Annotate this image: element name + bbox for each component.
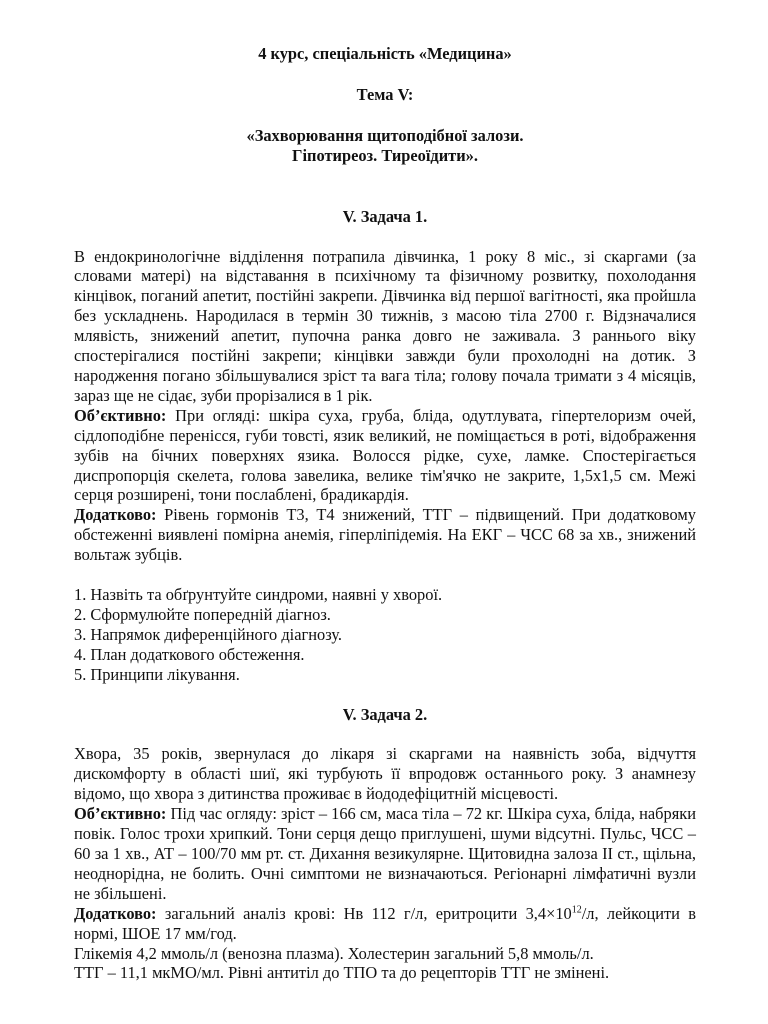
task2-additional-label: Додатково: <box>74 903 157 923</box>
task2-tsh: ТТГ – 11,1 мкМО/мл. Рівні антитіл до ТПО та до рецепторів ТТГ не змінені. <box>74 963 610 983</box>
task2-glycemia: Глікемія 4,2 ммоль/л (венозна плазма). Холестерин загальний 5,8 ммоль/л. <box>74 943 594 963</box>
subject-line-1: «Захворювання щитоподібної залози. <box>246 125 524 145</box>
task1-objective <box>74 406 696 506</box>
task1-additional-label: Додатково: <box>74 505 157 525</box>
topic-heading: Тема V: <box>356 84 414 104</box>
task2-objective-text: Під час огляду: зріст – 166 см, маса тіла – 72 кг. Шкіра суха, бліда, набряки повік. Голос трохи хрипкий. Тони серця дещо приглушені, шуми відсутні. Пульс, ЧСС – 60 за 1 хв., АТ – 100/70 мм рт. ст. Дихання везикулярне. Щитовидна залоза ІІ ст., щільна, неоднорідна, не болить. Очні симптоми не визначаються. Регіонарні лімфатичні вузли не збільшені. <box>74 804 696 903</box>
task2-title: V. Задача 2. <box>342 704 428 724</box>
subject-line-2: Гіпотиреоз. Тиреоїдити». <box>292 145 478 165</box>
question-item: 2. Сформулюйте попередній діагноз. <box>74 604 331 624</box>
task1-questions <box>74 585 696 685</box>
exponent: 12 <box>571 904 582 916</box>
task1-title: V. Задача 1. <box>342 206 428 226</box>
task2-anamnesis: Хвора, 35 років, звернулася до лікаря зі скаргами на наявність зоба, відчуття дискомфорту в області шиї, які турбують її впродовж останнього року. З анамнезу відомо, що хвора з дитинства проживає в йододефіцитній місцевості. <box>74 744 696 804</box>
task2-additional-text-post: /л, лейкоцити в нормі, ШОЕ 17 мм/год. <box>74 903 697 943</box>
task1-additional-text: Рівень гормонів Т3, Т4 знижений, ТТГ – підвищений. При додатковому обстеженні виявлені помірна анемія, гіперліпідемія. На ЕКГ – ЧСС 68 за хв., знижений вольтаж зубців. <box>74 505 696 565</box>
task1-objective-label: Об’єктивно: <box>74 405 167 425</box>
course-heading: 4 курс, спеціальність «Медицина» <box>258 44 512 63</box>
question-item: 4. План додаткового обстеження. <box>74 644 305 664</box>
question-item: 5. Принципи лікування. <box>74 664 240 684</box>
task2-additional-text-pre: загальний аналіз крові: Нв 112 г/л, еритроцити 3,4×10 <box>156 903 572 923</box>
task2-objective <box>74 804 696 904</box>
task2-objective-label: Об’єктивно: <box>74 804 167 824</box>
task2-additional <box>74 904 696 944</box>
task1-objective-text: При огляді: шкіра суха, груба, бліда, одутлувата, гіпертелоризм очей, сідлоподібне перенісся, губи товсті, язик великий, не поміщається в роті, відображення зубів на бічних поверхнях язика. Волосся рідке, сухе, ламке. Спостерігається диспропорція скелета, голова завелика, велике тім'ячко не закрите, 1,5х1,5 см. Межі серця розширені, тони послаблені, брадикардія. <box>74 405 696 505</box>
subject-heading <box>74 126 696 166</box>
question-item: 1. Назвіть та обґрунтуйте синдроми, наявні у хворої. <box>74 585 443 605</box>
task1-additional <box>74 505 696 565</box>
task1-anamnesis: В ендокринологічне відділення потрапила дівчинка, 1 року 8 міс., зі скаргами (за словами матері) на відставання в психічному та фізичному розвитку, похолодання кінцівок, поганий апетит, постійні закрепи. Дівчинка від першої вагітності, яка пройшла без ускладнень. Народилася в термін 30 тижнів, з масою тіла 2700 г. Відзначалися млявість, знижений апетит, пупочна ранка довго не заживала. З раннього віку спостерігалися постійні закрепи; кінцівки завжди були прохолодні на дотик. З народження погано збільшувалися зріст та вага тіла; голову почала тримати з 4 місяців, зараз ще не сідає, зуби прорізалися в 1 рік. <box>74 246 696 405</box>
question-item: 3. Напрямок диференційного діагнозу. <box>74 624 342 644</box>
